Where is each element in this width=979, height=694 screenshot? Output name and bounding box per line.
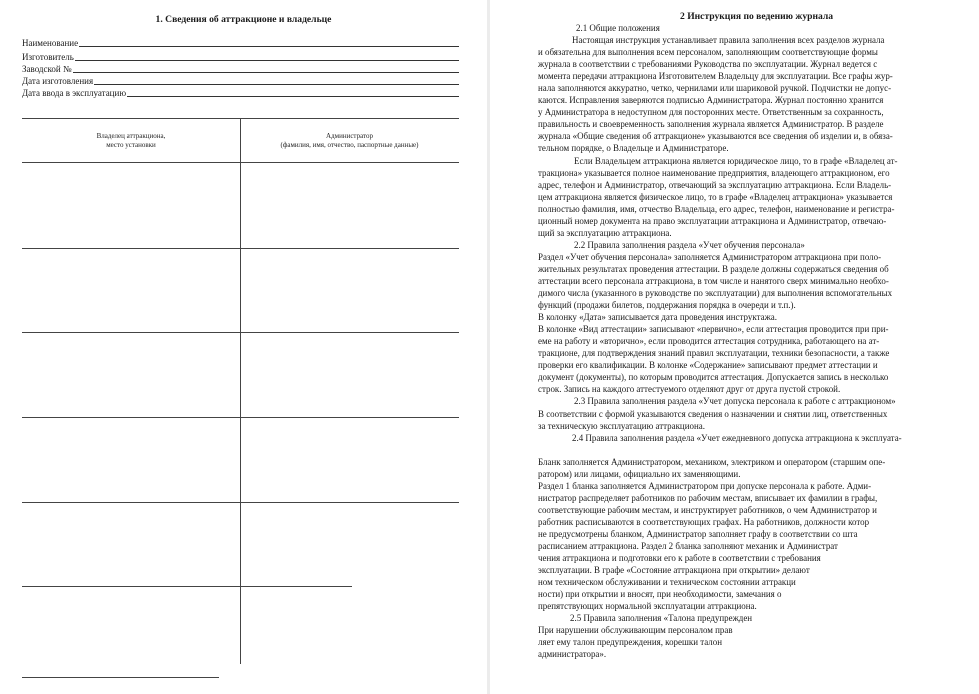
- text-line: В колонку «Дата» записывается дата проведения инструктажа.: [538, 312, 777, 323]
- text-line: При нарушении обслуживающим персоналом прав: [538, 625, 733, 636]
- text-line: и обязательна для выполнения всем персоналом, заполняющим соответствующие формы: [538, 47, 878, 58]
- text-line: функций (продажи билетов, поддержания порядка в очереди и т.п.).: [538, 300, 796, 311]
- text-line: цем аттракциона является физическое лицо, то в графе «Владелец аттракциона» указывается: [538, 191, 893, 202]
- text-line: нала заполняются аккуратно, четко, чернилами или шариковой ручкой. Подчистки не допус-: [538, 83, 892, 94]
- field-label: Дата ввода в эксплуатацию: [22, 88, 127, 98]
- text-line: полностью фамилия, имя, отчество Владельца, его адрес, телефон, наименование и регистра-: [538, 203, 895, 214]
- field-name: [22, 36, 459, 49]
- text-line: В колонке «Вид аттестации» записывают «первично», если аттестация проводится при при-: [538, 324, 889, 335]
- text-line: строк. Запись на каждого аттестуемого отделяют друг от друга пустой строкой.: [538, 384, 841, 395]
- text-line: ратором) или лицами, официально их заменяющими.: [538, 468, 741, 479]
- text-line: нистратор распределяет работников по рабочим местам, вписывает их фамилии в графы,: [538, 492, 878, 503]
- text-line: еме на работу и «вторично», если проводится аттестация сотрудника, работающего на ат-: [538, 336, 880, 347]
- text-line: эксплуатации. В графе «Состояние аттракциона при открытии» делают: [538, 565, 810, 576]
- column-header-administrator: [240, 132, 459, 150]
- text-line: ционный номер документа на право эксплуатации аттракциона и Администратор, отвечаю-: [538, 215, 887, 226]
- text-line: жительных результатах проведения аттестации. В разделе должны содержаться сведения об: [538, 263, 889, 274]
- text-line: тракциона» указывается полное наименование предприятия, владеющего аттракционом, его: [538, 167, 890, 178]
- text-line: препятствующих нормальной эксплуатации аттракциона.: [538, 601, 757, 612]
- text-line: 2.1 Общие положения: [576, 23, 660, 33]
- text-line: 2.4 Правила заполнения раздела «Учет ежедневного допуска аттракциона к эксплуата-: [572, 432, 902, 443]
- column-header-owner: [22, 132, 240, 150]
- text-line: щий за эксплуатацию аттракциона.: [538, 227, 672, 238]
- text-line: димого числа (указанного в руководстве по эксплуатации) для выполнения вспомогательных: [538, 288, 893, 299]
- text-line: не предусмотрены бланком, Администратор заполняет графу в соответствии со шта: [538, 528, 858, 539]
- text-line: администратора».: [538, 649, 607, 660]
- text-line: Настоящая инструкция устанавливает правила заполнения всех разделов журнала: [572, 35, 885, 46]
- text-line: у Администратора в недоступном для посторонних месте. Ответственным за сохранность,: [538, 107, 884, 118]
- section-1-title: 1. Сведения об аттракционе и владельце: [155, 14, 332, 25]
- field-label: Заводской №: [22, 64, 72, 74]
- text-line: журнала в соответствии с требованиями Руководства по эксплуатации. Журнал ведется с: [538, 59, 878, 70]
- text-line: 2.3 Правила заполнения раздела «Учет допуска персонала к работе с аттракционом»: [574, 396, 896, 407]
- text-line: соответствующие рабочим местам, и инструктирует работников, о чем Администратор и: [538, 504, 877, 515]
- field-line: [79, 46, 459, 47]
- field-label: Дата изготовления: [22, 76, 94, 86]
- instruction-text: [538, 22, 968, 660]
- text-line: В соответствии с формой указываются сведения о назначении и снятии лиц, ответственных: [538, 408, 888, 419]
- text-line: [538, 444, 968, 456]
- text-line: за техническую эксплуатацию аттракциона.: [538, 420, 705, 431]
- text-line: каются. Исправления заверяются подписью Администратора. Журнал постоянно хранится: [538, 95, 884, 106]
- table-row-line: [22, 248, 459, 249]
- text-line: Раздел 1 бланка заполняется Администратором при допуске персонала к работе. Адми-: [538, 480, 872, 491]
- column-header-line: Администратор: [326, 132, 373, 140]
- table-column-divider: [240, 118, 241, 664]
- text-line: расписанием аттракциона. Раздел 2 бланка заполняют механик и Администрат: [538, 541, 838, 552]
- text-line: 2.5 Правила заполнения «Талона предупрежден: [570, 613, 753, 624]
- left-page: [0, 0, 487, 694]
- field-commission-date: [22, 86, 459, 99]
- text-line: аттестации всего персонала аттракциона, в том числе и нанятого сверх минимально необхо-: [538, 275, 889, 286]
- owner-admin-table: [22, 118, 459, 666]
- field-label: Изготовитель: [22, 52, 74, 62]
- text-line: журнала «Общие сведения об аттракционе» указываются все сведения об изделии и, в обяза-: [538, 131, 893, 142]
- column-header-line: Владелец аттракциона,: [96, 132, 166, 140]
- text-line: Раздел «Учет обучения персонала» заполняется Администратором аттракциона при поло-: [538, 251, 882, 262]
- table-row-line: [22, 586, 352, 587]
- text-line: ности) при открытии и вносят, при необходимости, замечания о: [538, 589, 782, 600]
- text-line: 2.2 Правила заполнения раздела «Учет обучения персонала»: [574, 239, 805, 250]
- text-line: ляет ему талон предупреждения, корешки талон: [538, 637, 722, 648]
- text-line: момента передачи аттракциона Изготовителем Владельцу для эксплуатации. Все графы жур-: [538, 71, 893, 82]
- field-line: [75, 60, 459, 61]
- field-line: [94, 84, 459, 85]
- field-label: Наименование: [22, 38, 79, 48]
- signature-line: [22, 677, 219, 678]
- field-line: [73, 72, 459, 73]
- column-header-line: место установки: [106, 141, 156, 149]
- field-line: [127, 96, 459, 97]
- text-line: ном техническом обслуживании и техническом состоянии аттракци: [538, 577, 796, 588]
- section-2-title: 2 Инструкция по ведению журнала: [680, 11, 834, 22]
- text-line: тракционе, для подтверждения знаний правил эксплуатации, техники безопасности, а также: [538, 348, 890, 359]
- right-page: [490, 0, 979, 694]
- text-line: Бланк заполняется Администратором, механиком, электриком и оператором (старшим опе-: [538, 456, 886, 467]
- text-line: тельном порядке, о Владельце и Администраторе.: [538, 143, 729, 154]
- text-line: проверки его квалификации. В колонке «Содержание» записывают предмет аттестации и: [538, 360, 878, 371]
- table-row-line: [22, 502, 459, 503]
- text-line: адрес, телефон и Администратор, отвечающий за эксплуатацию аттракциона. Если Владель-: [538, 179, 892, 190]
- text-line: чения аттракциона и подготовки его к работе в соответствии с требования: [538, 553, 821, 564]
- table-row-line: [22, 162, 459, 163]
- column-header-line: (фамилия, имя, отчество, паспортные данные): [280, 141, 419, 149]
- text-line: документ (документы), по которым проводится аттестация. Допускается запись в несколько: [538, 372, 889, 383]
- text-line: работник расписываются в соответствующих графах. На работников, должности котор: [538, 516, 870, 527]
- text-line: правильность и своевременность заполнения журнала является Администратор. В разделе: [538, 119, 884, 130]
- text-line: Если Владельцем аттракциона является юридическое лицо, то в графе «Владелец ат-: [574, 155, 898, 166]
- table-row-line: [22, 332, 459, 333]
- table-row-line: [22, 417, 459, 418]
